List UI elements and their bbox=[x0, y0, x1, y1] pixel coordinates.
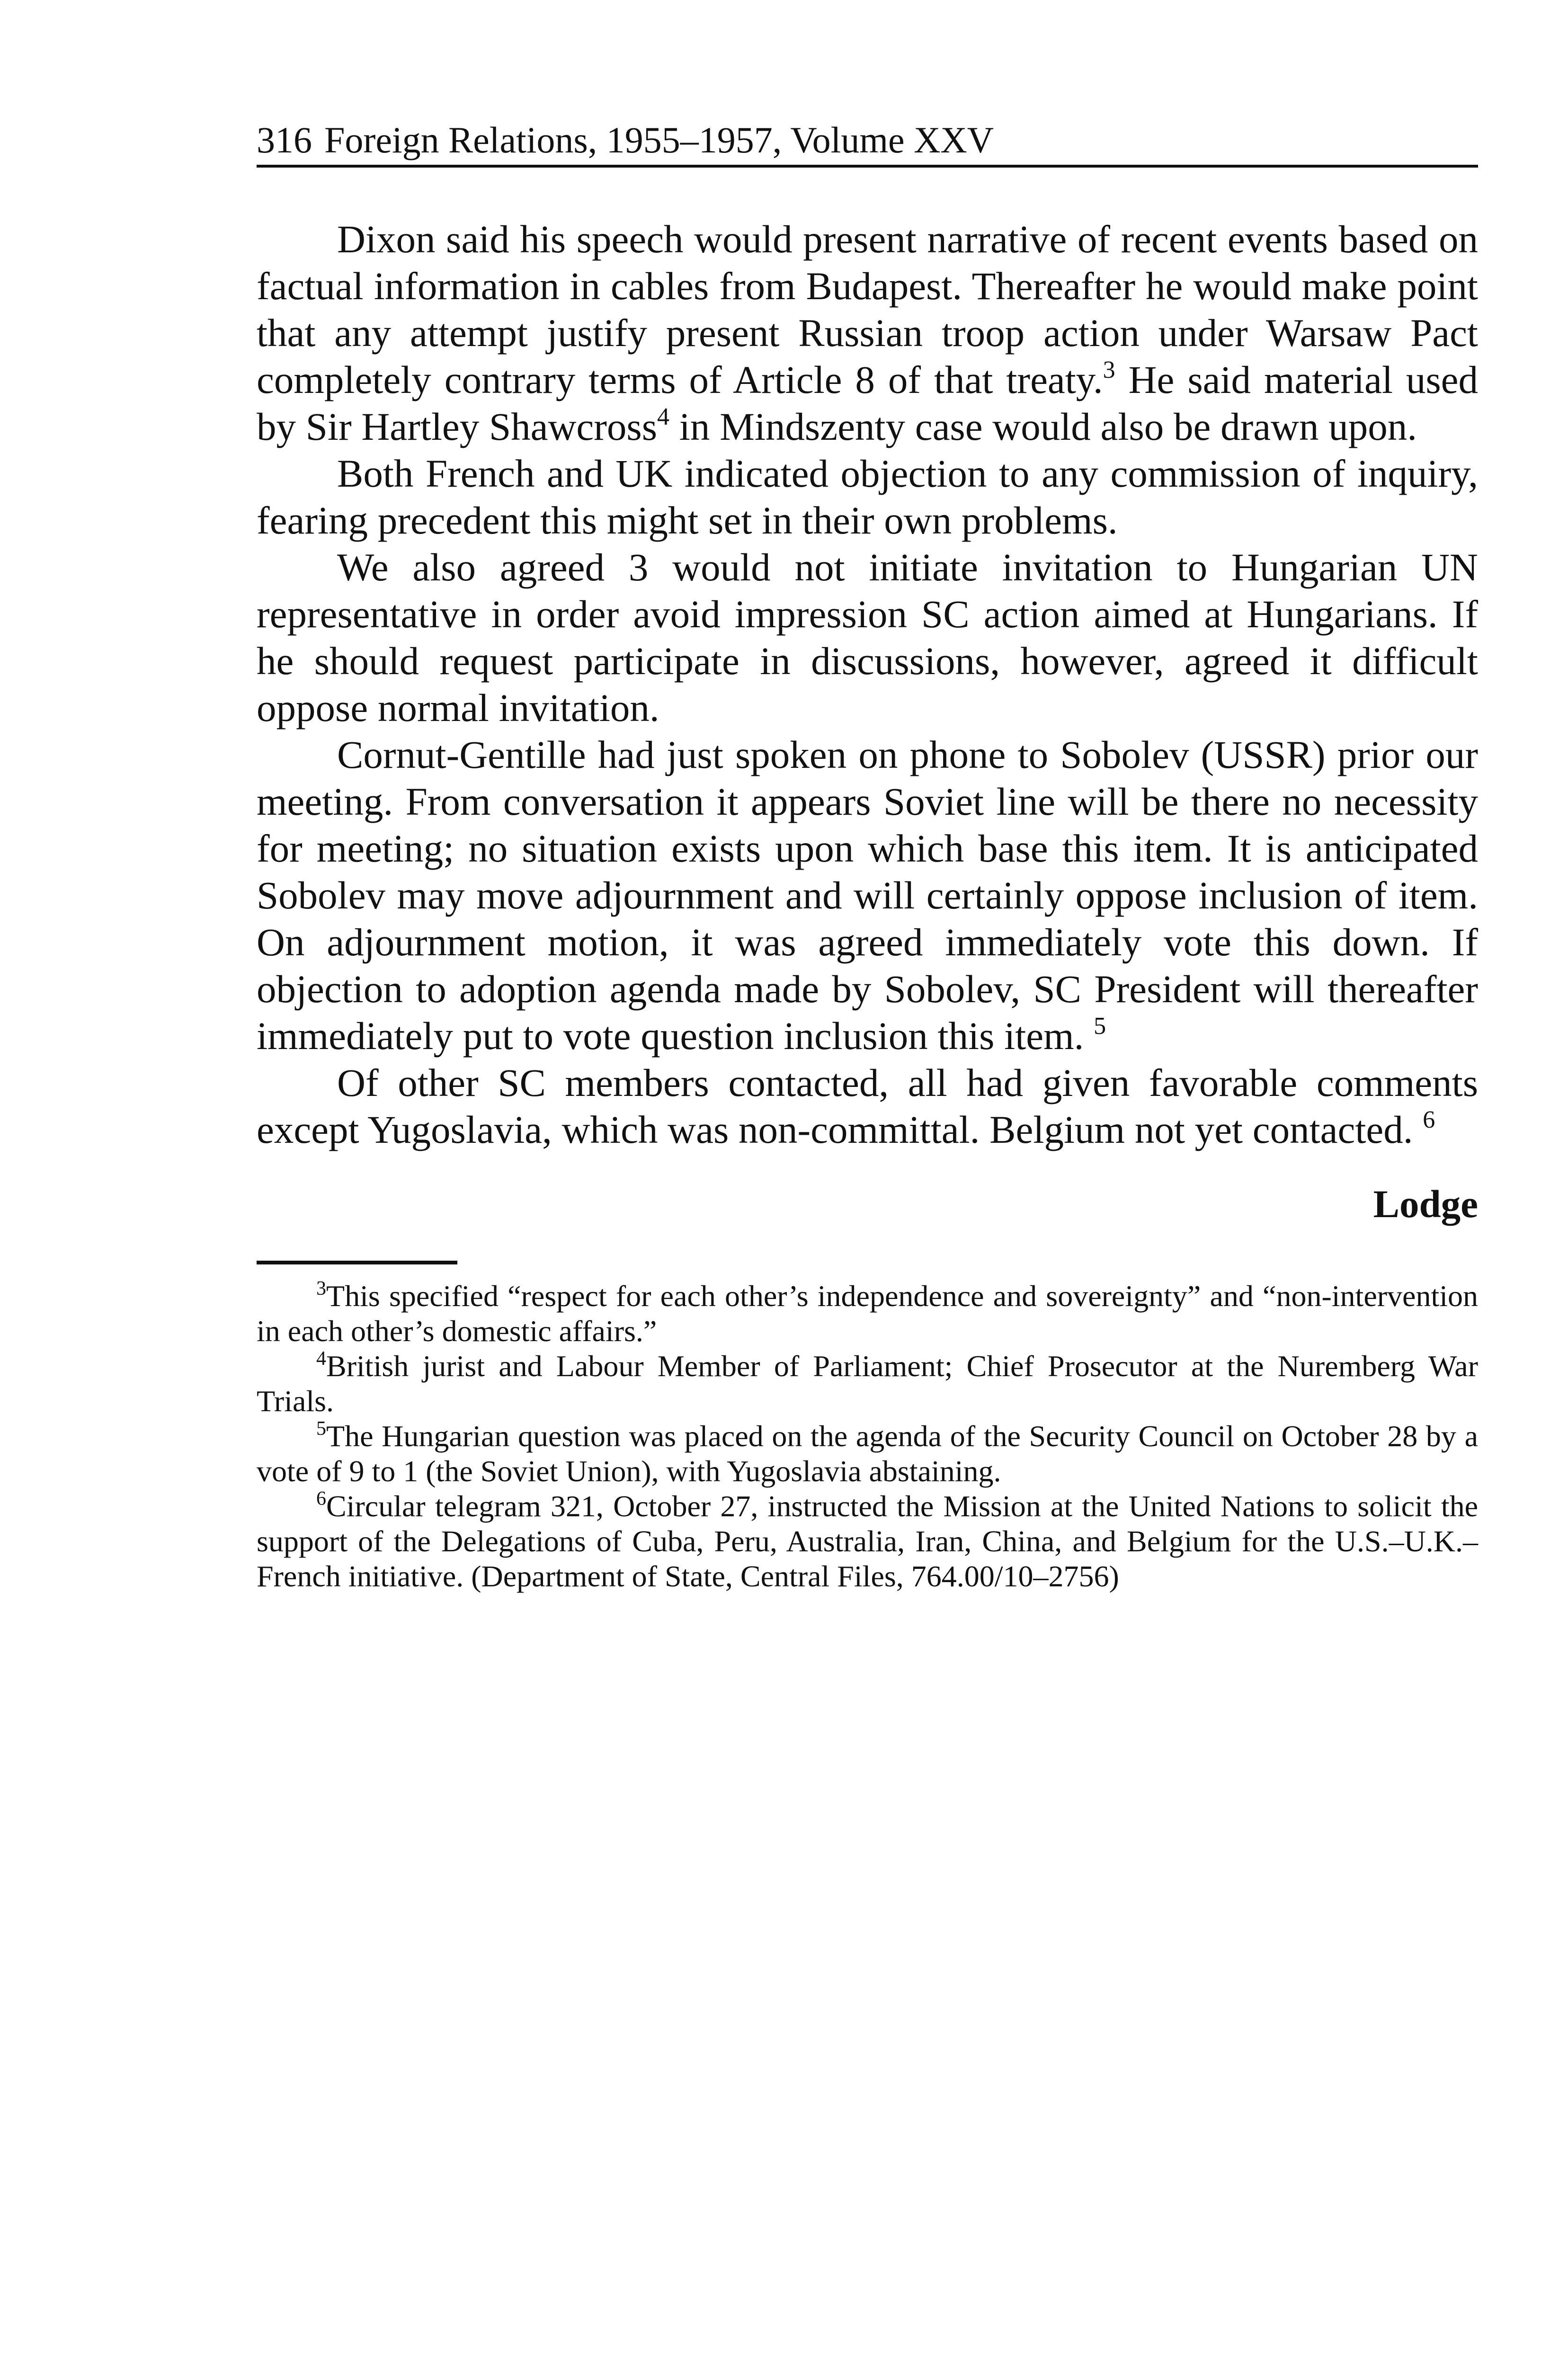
footnote-ref: 6 bbox=[1423, 1106, 1435, 1133]
footnote-text: British jurist and Labour Member of Parliament; Chief Prosecutor at the Nuremberg War Trials. bbox=[257, 1349, 1478, 1418]
paragraph-text: He said material used by Sir Hartley Shawcross bbox=[257, 358, 1478, 448]
running-header bbox=[257, 118, 1478, 168]
footnote-marker: 3 bbox=[316, 1278, 326, 1299]
footnote bbox=[257, 1489, 1478, 1594]
footnote-ref: 3 bbox=[1103, 356, 1115, 383]
page-number: 316 bbox=[257, 119, 312, 160]
footnote-ref: 4 bbox=[657, 403, 670, 430]
paragraph-text: Dixon said his speech would present narrative of recent events based on factual information in cables from Budapest. Thereafter he would make point that any attempt justify present Russian troop action under Warsaw Pact completely contrary terms of Article 8 of that treaty. bbox=[257, 217, 1478, 401]
paragraph-text: Cornut-Gentille had just spoken on phone to Sobolev (USSR) prior our meeting. From conversation it appears Soviet line will be there no necessity for meeting; no situation exists upon which base this item. It is anticipated Sobolev may move adjournment and will certainly oppose inclusion of item. On adjournment motion, it was agreed immediately vote this down. If objection to adoption agenda made by Sobolev, SC President will thereafter immediately put to vote question inclusion this item. bbox=[257, 733, 1478, 1058]
footnote-divider bbox=[257, 1261, 457, 1264]
page-content bbox=[257, 118, 1478, 1594]
paragraph-text: Of other SC members contacted, all had given favorable comments except Yugoslavia, which was non-committal. Belgium not yet contacted. bbox=[257, 1061, 1478, 1151]
footnote bbox=[257, 1419, 1478, 1489]
footnotes bbox=[257, 1279, 1478, 1594]
footnote bbox=[257, 1279, 1478, 1349]
body-paragraph bbox=[257, 731, 1478, 1059]
footnote-marker: 5 bbox=[316, 1418, 326, 1440]
body-paragraph: Both French and UK indicated objection to any commission of inquiry, fearing precedent this might set in their own problems. bbox=[257, 452, 1478, 542]
footnote-text: This specified “respect for each other’s independence and sovereignty” and “non-intervention in each other’s domestic affairs.” bbox=[257, 1279, 1478, 1348]
signature: Lodge bbox=[1373, 1182, 1478, 1226]
footnote-marker: 6 bbox=[316, 1488, 326, 1510]
footnote bbox=[257, 1349, 1478, 1419]
running-title: Foreign Relations, 1955–1957, Volume XXV bbox=[324, 119, 994, 160]
body-paragraph bbox=[257, 1059, 1478, 1153]
footnote-text: Circular telegram 321, October 27, instructed the Mission at the United Nations to solicit the support of the Delegations of Cuba, Peru, Australia, Iran, China, and Belgium for the U.S.–U.K.–French initiative. (Department of State, Central Files, 764.00/10–2756) bbox=[257, 1489, 1478, 1593]
footnote-ref: 5 bbox=[1094, 1013, 1106, 1040]
body-paragraph bbox=[257, 216, 1478, 450]
footnote-marker: 4 bbox=[316, 1348, 326, 1370]
footnote-text: The Hungarian question was placed on the agenda of the Security Council on October 28 by a vote of 9 to 1 (the Soviet Union), with Yugoslavia abstaining. bbox=[257, 1419, 1478, 1488]
body-paragraph: We also agreed 3 would not initiate invitation to Hungarian UN representative in order avoid impression SC action aimed at Hungarians. If he should request participate in discussions, however, agreed it difficult oppose normal invitation. bbox=[257, 545, 1478, 730]
body-text bbox=[257, 216, 1478, 1153]
paragraph-text: in Mindszenty case would also be drawn upon. bbox=[669, 405, 1417, 448]
